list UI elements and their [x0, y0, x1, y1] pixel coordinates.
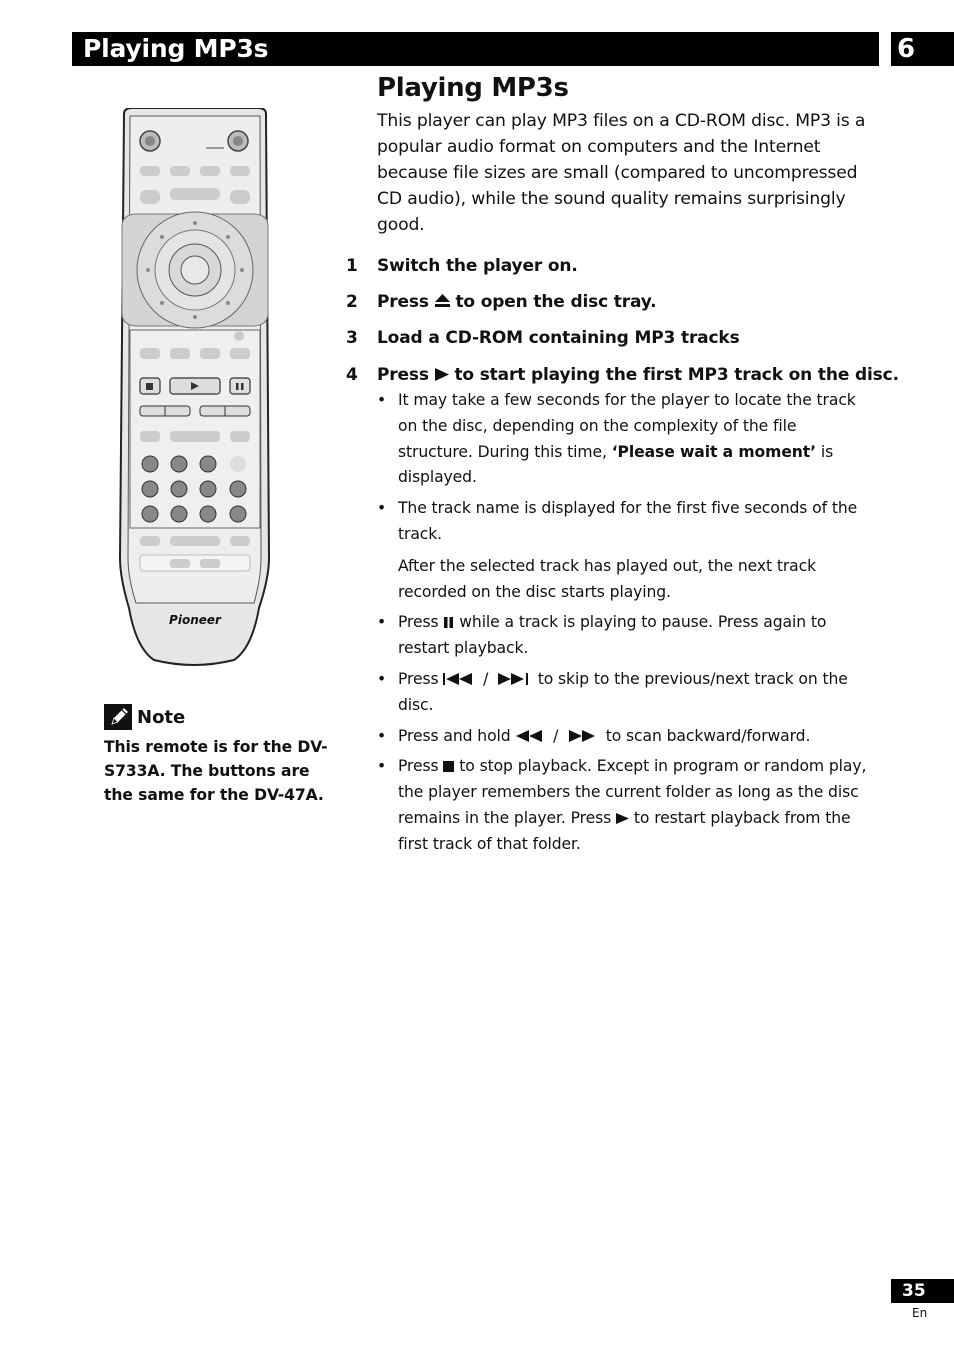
step-text: Press to open the disc tray.	[377, 292, 657, 312]
chapter-number-box	[891, 32, 954, 66]
display-message: ‘Please wait a moment’	[611, 442, 816, 461]
remote-brand-logo: Pioneer	[169, 613, 221, 627]
play-icon	[616, 813, 629, 824]
rewind-icon	[515, 730, 543, 742]
bullet-item: • Press while a track is playing to pause. Press again to restart playback.	[377, 613, 827, 658]
play-icon	[435, 368, 449, 381]
chapter-header-bar	[72, 32, 879, 66]
note-pencil-icon	[104, 704, 132, 730]
chapter-header-title: Playing MP3s	[83, 34, 269, 63]
step-text: Press to start playing the first MP3 track on the disc.	[377, 365, 899, 385]
step-4-bullet-list	[377, 388, 872, 863]
pause-icon	[443, 617, 454, 628]
step-number: 1	[346, 256, 358, 276]
bullet-item: • Press to stop playback. Except in program or random play, the player remembers the current folder as long as the disc remains in the player. Press to restart playback from the first track of that folder.	[377, 757, 867, 853]
skip-previous-icon	[443, 673, 473, 685]
step-text: Switch the player on.	[377, 256, 578, 276]
step-number: 2	[346, 292, 358, 312]
page-number-box	[891, 1279, 954, 1303]
bullet-item: • It may take a few seconds for the player to locate the track on the disc, depending on the complexity of the file structure. During this time, ‘Please wait a moment’ is displayed.	[377, 391, 856, 487]
skip-next-icon	[498, 673, 528, 685]
bullet-item: • Press and hold / to scan backward/forward.	[377, 726, 811, 745]
step-number: 3	[346, 328, 358, 348]
fast-forward-icon	[568, 730, 596, 742]
page-number: 35	[902, 1281, 926, 1301]
bullet-item: • The track name is displayed for the first five seconds of the track. After the selected track has played out, the next track recorded on the disc starts playing.	[377, 499, 858, 601]
chapter-number: 6	[897, 34, 916, 64]
note-title: Note	[137, 707, 186, 728]
step-number: 4	[346, 365, 358, 385]
eject-icon	[435, 294, 450, 308]
note-text: This remote is for the DV-S733A. The buttons are the same for the DV-47A.	[104, 738, 328, 804]
step-text: Load a CD-ROM containing MP3 tracks	[377, 328, 740, 348]
bullet-item: • Press / to skip to the previous/next track on the disc.	[377, 669, 848, 714]
remote-control-illustration	[114, 108, 276, 668]
intro-paragraph: This player can play MP3 files on a CD-ROM disc. MP3 is a popular audio format on computers and the Internet because file sizes are small (compared to uncompressed CD audio), while the sound quality remains surprisingly good.	[377, 111, 866, 235]
stop-icon	[443, 761, 454, 772]
section-title: Playing MP3s	[377, 73, 569, 103]
language-code: En	[912, 1306, 928, 1320]
